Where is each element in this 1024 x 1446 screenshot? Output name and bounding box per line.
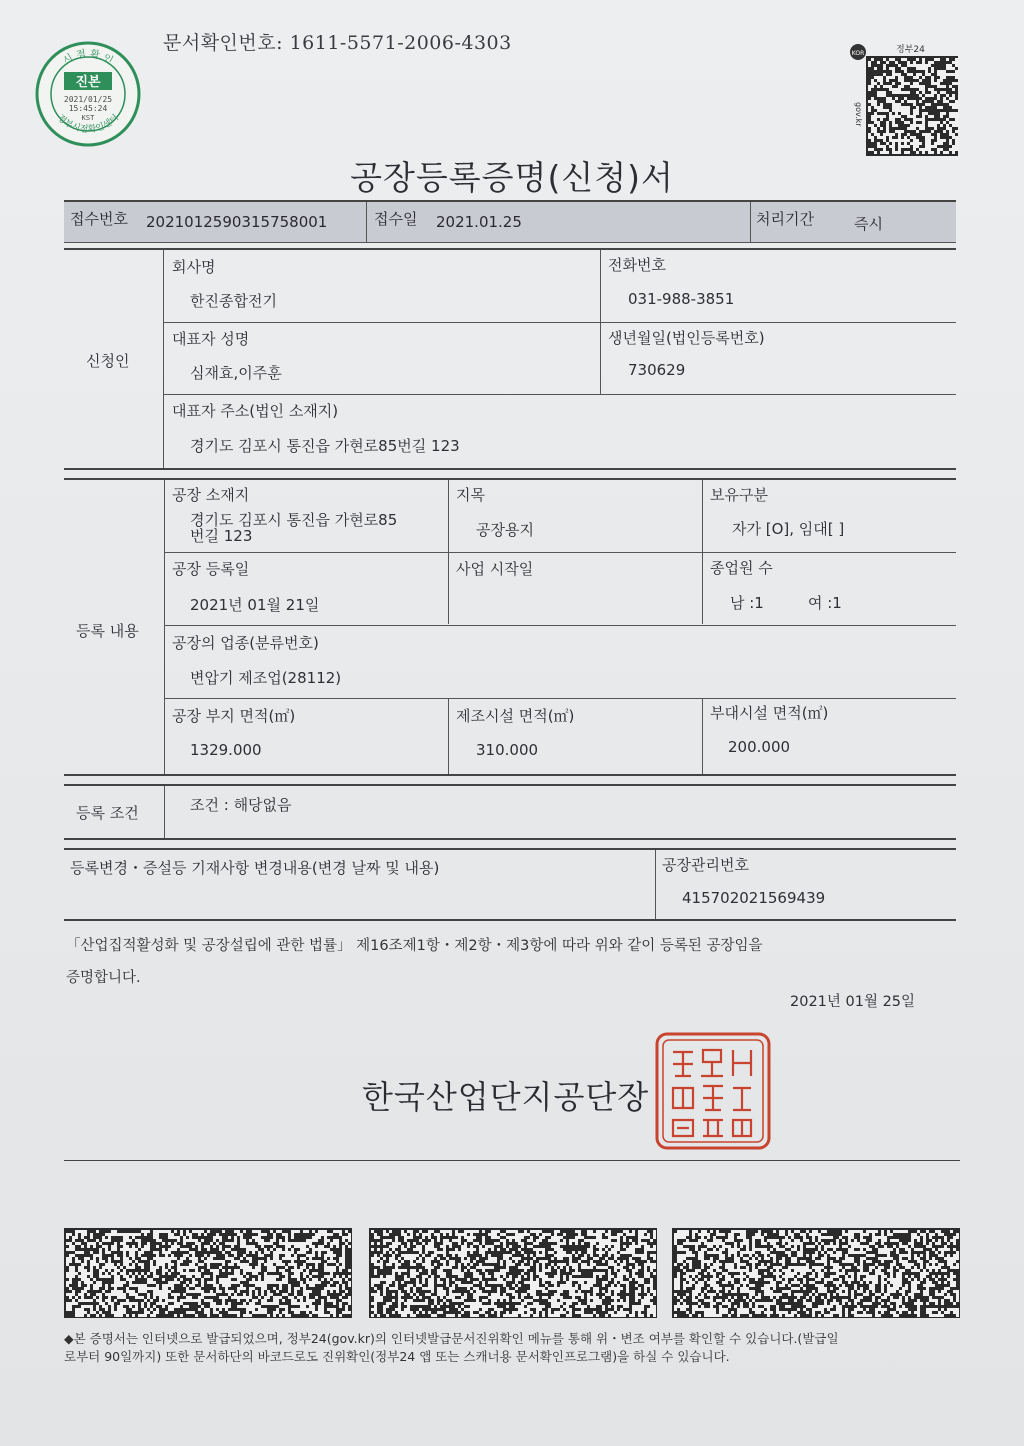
- employees-male: 남 :1: [730, 594, 764, 612]
- timestamp-stamp-icon: [34, 40, 142, 148]
- land-category-value: 공장용지: [476, 521, 534, 539]
- issuer-name: 한국산업단지공단장: [362, 1078, 650, 1116]
- certification-line1: 「산업집적활성화 및 공장설립에 관한 법률」 제16조제1항・제2항・제3항에 따라 위와 같이 등록된 공장임을: [66, 938, 763, 954]
- phone-value: 031-988-3851: [628, 290, 735, 308]
- phone-label: 전화번호: [608, 256, 666, 274]
- stamp-tz: KST: [81, 114, 95, 122]
- birth-date-value: 730629: [628, 361, 686, 379]
- receipt-row: [64, 200, 956, 243]
- representative-address-label: 대표자 주소(법인 소재지): [172, 402, 339, 420]
- barcode-1-icon: [64, 1228, 352, 1318]
- processing-period-label: 처리기간: [756, 210, 814, 228]
- ownership-value: 자가 [O], 임대[ ]: [732, 520, 845, 538]
- manufacturing-area-value: 310.000: [476, 741, 539, 759]
- footer-line2: 로부터 90일까지) 또한 문서하단의 바코드로도 진위확인(정부24 앱 또는 스캐너용 문서확인프로그램)을 하실 수 있습니다.: [64, 1349, 730, 1364]
- barcode-3-icon: [672, 1228, 960, 1318]
- qr-top-side-text: gov.kr: [854, 102, 863, 127]
- site-area-label: 공장 부지 면적(㎡): [172, 707, 296, 725]
- changes-label: 등록변경・증설등 기재사항 변경내용(변경 날짜 및 내용): [70, 859, 440, 877]
- certification-date: 2021년 01월 25일: [790, 994, 916, 1010]
- ownership-label: 보유구분: [710, 486, 768, 504]
- receipt-date-label: 접수일: [374, 210, 418, 228]
- receipt-number-label: 접수번호: [70, 210, 128, 228]
- conditions-label: 등록 조건: [76, 804, 139, 822]
- employees-female: 여 :1: [808, 594, 842, 612]
- stamp-bottom-text: 정부시점확인센터: [54, 113, 122, 136]
- stamp-date: 2021/01/25: [63, 95, 113, 104]
- stamp-top-text: 시 점 확 인: [61, 48, 115, 67]
- footer-line1: ◆본 증명서는 인터넷으로 발급되었으며, 정부24(gov.kr)의 인터넷발급문서진위확인 메뉴를 통해 위・변조 여부를 확인할 수 있습니다.(발급일: [64, 1331, 839, 1346]
- representative-label: 대표자 성명: [172, 330, 250, 348]
- employees-label: 종업원 수: [710, 559, 773, 577]
- receipt-number-value: 2021012590315758001: [146, 213, 328, 231]
- factory-management-number-value: 415702021569439: [682, 889, 826, 907]
- processing-period-value: 즉시: [854, 215, 883, 233]
- company-name-label: 회사명: [172, 258, 216, 276]
- qr-code-top-icon: [848, 42, 960, 158]
- factory-location-line1: 경기도 김포시 통진읍 가현로85: [190, 511, 398, 529]
- auxiliary-area-label: 부대시설 면적(㎡): [710, 704, 829, 722]
- manufacturing-area-label: 제조시설 면적(㎡): [456, 707, 575, 725]
- site-area-value: 1329.000: [190, 741, 262, 759]
- company-name-value: 한진종합전기: [190, 292, 277, 310]
- svg-text:KOR: KOR: [851, 50, 865, 57]
- industry-label: 공장의 업종(분류번호): [172, 634, 319, 652]
- factory-registration-date-label: 공장 등록일: [172, 560, 250, 578]
- applicant-section-label: 신청인: [86, 352, 130, 370]
- business-start-label: 사업 시작일: [456, 560, 534, 578]
- certification-statement: [66, 930, 946, 994]
- representative-value: 심재효,이주훈: [190, 364, 282, 382]
- factory-location-line2: 번길 123: [190, 527, 253, 545]
- footer-note: [64, 1330, 964, 1366]
- stamp-center-text: 진본: [75, 75, 101, 90]
- land-category-label: 지목: [456, 486, 485, 504]
- doc-confirm-number: 문서확인번호: 1611-5571-2006-4303: [163, 32, 512, 54]
- conditions-value: 조건 : 해당없음: [190, 796, 292, 814]
- birth-date-label: 생년월일(법인등록번호): [608, 329, 765, 347]
- factory-management-number-label: 공장관리번호: [662, 856, 749, 874]
- stamp-time: 15:45:24: [68, 104, 108, 113]
- barcode-2-icon: [369, 1228, 657, 1318]
- representative-address-value: 경기도 김포시 통진읍 가현로85번길 123: [190, 437, 460, 455]
- factory-location-value: [190, 512, 397, 544]
- qr-top-label: 정부24: [896, 45, 925, 55]
- document-title: 공장등록증명(신청)서: [350, 158, 674, 197]
- receipt-date-value: 2021.01.25: [436, 213, 522, 231]
- official-seal-icon: [653, 1030, 773, 1152]
- factory-registration-date-value: 2021년 01월 21일: [190, 596, 320, 614]
- industry-value: 변압기 제조업(28112): [190, 669, 342, 687]
- auxiliary-area-value: 200.000: [728, 738, 791, 756]
- certification-line2: 증명합니다.: [66, 970, 141, 986]
- factory-location-label: 공장 소재지: [172, 486, 250, 504]
- registration-section-label: 등록 내용: [76, 622, 139, 640]
